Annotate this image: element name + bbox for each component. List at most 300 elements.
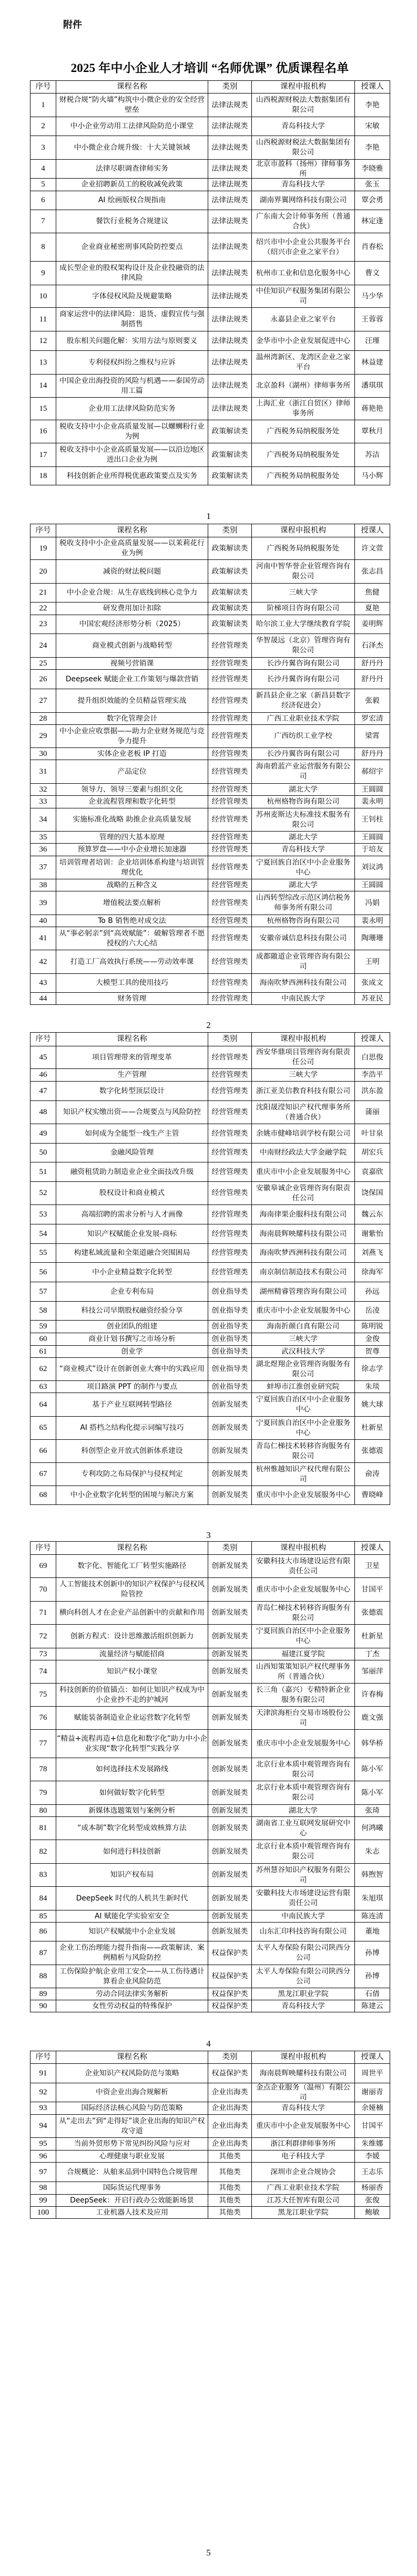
cell-category: 政策解读类 [208,615,252,634]
cell-number: 38 [30,879,56,891]
table-row [30,351,390,375]
table-row [30,1941,390,1965]
cell-number: 59 [30,1321,56,1333]
cell-category: 经营管理类 [208,1162,252,1182]
cell-course-name: 企业工伤治理能力提升指南——政策解读、案例精析与风险防控 [56,1941,208,1965]
table-row [30,1182,390,1205]
cell-institution: 中南财经政法大学金融学院 [252,1144,355,1162]
cell-number: 100 [30,2207,56,2219]
cell-number: 45 [30,1046,56,1069]
column-header-category: 类别 [208,81,252,94]
cell-course-name: 企业专利布局 [56,1282,208,1302]
cell-number: 80 [30,1805,56,1817]
cell-course-name: 提升组织效能的全员精益管理实战 [56,689,208,713]
cell-category: 政策解读类 [208,560,252,584]
cell-course-name: 流量经济与赋能招商 [56,1648,208,1660]
table-row [30,950,390,974]
cell-course-name: 国际货运代理事务 [56,2182,208,2195]
cell-category: 创新发展类 [208,1417,252,1440]
cell-institution: 安徽科技大市场建设运营有限责任公司 [252,1887,355,1910]
cell-course-name: 法律尽职调查律师实务 [56,160,208,179]
cell-institution: 广西工业职业技术学院 [252,2182,355,2195]
cell-category: 法律法规类 [208,331,252,351]
table-row [30,670,390,689]
cell-number: 3 [30,136,56,160]
cell-category: 经营管理类 [208,1069,252,1082]
cell-institution: 海南律果企服科技有限公司 [252,1205,355,1224]
column-header-category: 类别 [208,2051,252,2064]
cell-number: 72 [30,1625,56,1648]
cell-institution: 三峡大学 [252,1069,355,1082]
column-header-category: 类别 [208,1033,252,1046]
cell-category: 经营管理类 [208,974,252,993]
cell-number: 25 [30,658,56,670]
cell-category: 权益保护类 [208,1941,252,1965]
table-row [30,1648,390,1660]
cell-institution: 电子科技大学 [252,2151,355,2163]
cell-institution: 黑龙江职业学院 [252,2207,355,2219]
cell-category: 创新发展类 [208,1602,252,1625]
cell-number: 26 [30,670,56,689]
cell-instructor: 李浩平 [355,1069,390,1082]
cell-course-name: 税收支持中小企业高质量发展——以茉莉花行业为例 [56,537,208,560]
cell-number: 35 [30,832,56,844]
cell-number: 84 [30,1887,56,1910]
cell-number: 5 [30,179,56,191]
cell-institution: 青岛科技大学 [252,2102,355,2115]
cell-institution: 海南吹梦西洲科技有限公司 [252,1244,355,1263]
cell-instructor: 姜明辉 [355,615,390,634]
table-row [30,1923,390,1941]
table-row [30,1346,390,1358]
table-row [30,398,390,420]
cell-category: 法律法规类 [208,375,252,398]
cell-instructor: 张成文 [355,974,390,993]
cell-institution: 北京行业本质中观管理咨询有限公司 [252,1758,355,1781]
cell-instructor: 叶甘泉 [355,1124,390,1144]
cell-course-name: 知识产权小课堂 [56,1660,208,1684]
cell-institution: 湖北大学 [252,784,355,796]
table-row [30,1069,390,1082]
table-row [30,1758,390,1781]
cell-course-name: “成本制”数字化转型成效核算方法 [56,1817,208,1840]
cell-instructor: 曹晓峰 [355,1486,390,1505]
cell-number: 52 [30,1182,56,1205]
cell-instructor: 覃会勇 [355,191,390,210]
table-row [30,808,390,832]
table-row [30,1817,390,1840]
cell-institution: 湖北煜翔企业管理咨询服务有限公司 [252,1358,355,1381]
table-row [30,1578,390,1602]
course-table [30,1541,390,2012]
cell-instructor: 丁杰 [355,1648,390,1660]
table-row [30,658,390,670]
cell-category: 创业指导类 [208,1282,252,1302]
cell-instructor: 王圆圆 [355,784,390,796]
cell-category: 企业出海类 [208,2102,252,2115]
cell-institution: 湖南省工业互联网发展研究中心 [252,1817,355,1840]
cell-instructor: 舒丹丹 [355,670,390,689]
cell-instructor: 张俊 [355,2195,390,2207]
cell-instructor: 石泽杰 [355,634,390,658]
cell-institution: 安徽科技大市场建设运营有限责任公司 [252,1555,355,1578]
cell-course-name: 构建私域流量和全渠道融合突围困局 [56,1244,208,1263]
table-row [30,1440,390,1463]
cell-institution: 山西税源财税法大数据集团有限公司 [252,136,355,160]
cell-course-name: 从“走出去”到“走得好”谈企业出海的知识产权攻守道 [56,2115,208,2138]
cell-number: 7 [30,210,56,233]
table-row [30,725,390,748]
course-table [30,1032,390,1505]
table-row [30,117,390,136]
cell-institution: 黑龙江职业学院 [252,1988,355,2000]
cell-institution: 广西税务局纳税服务处 [252,467,355,485]
table-row [30,1781,390,1805]
table-row [30,2000,390,2012]
table-row [30,1263,390,1282]
cell-instructor: 孙博 [355,1941,390,1965]
cell-number: 65 [30,1417,56,1440]
cell-instructor: 陶珊珊 [355,927,390,950]
cell-course-name: 横向科创人才在企业产品创新中的贡献和作用 [56,1602,208,1625]
table-row [30,1393,390,1417]
cell-instructor: 冯娟 [355,891,390,915]
cell-institution: 北京行业本质中观管理咨询有限公司 [252,1840,355,1864]
cell-institution: 湖北大学 [252,1805,355,1817]
cell-institution: 湖北大学 [252,832,355,844]
column-header-instructor: 授课人 [355,2051,390,2064]
table-row [30,1244,390,1263]
cell-instructor: 蒋艳艳 [355,398,390,420]
cell-number: 55 [30,1244,56,1263]
cell-course-name: 减资的财法税问题 [56,560,208,584]
cell-institution: 青岛科技大学 [252,2000,355,2012]
table-row [30,832,390,844]
cell-number: 46 [30,1069,56,1082]
cell-instructor: 郝绍宇 [355,760,390,784]
cell-number: 82 [30,1840,56,1864]
cell-number: 57 [30,1282,56,1302]
column-header-course-name: 课程名称 [56,1542,208,1555]
table-row [30,1684,390,1707]
cell-instructor: 舒丹丹 [355,658,390,670]
cell-course-name: 如何选择技术发展路线 [56,1758,208,1781]
cell-number: 73 [30,1648,56,1660]
cell-instructor: 王圆圆 [355,832,390,844]
cell-instructor: 汪瑾 [355,331,390,351]
cell-course-name: 劳动合同法律实务解析 [56,1988,208,2000]
cell-course-name: 中小企业精益数字化转型 [56,1263,208,1282]
cell-instructor: 董地 [355,1923,390,1941]
table-row [30,1660,390,1684]
table-row [30,1358,390,1381]
cell-institution: 中佳知识产权服务集团有限公司 [252,285,355,308]
cell-number: 17 [30,443,56,467]
cell-instructor: 岳凌 [355,1302,390,1321]
cell-institution: 广西税务局纳税服务处 [252,420,355,443]
cell-institution: 宁夏回族自治区中小企业服务中心 [252,1625,355,1648]
column-header-category: 类别 [208,1542,252,1555]
column-header-course-name: 课程名称 [56,81,208,94]
cell-category: 经营管理类 [208,670,252,689]
cell-instructor: 王圆圆 [355,879,390,891]
course-table [30,524,390,1005]
cell-category: 经营管理类 [208,658,252,670]
cell-course-name: 企业招聘新员工的税收减免政策 [56,179,208,191]
column-header-number: 序号 [30,1542,56,1555]
cell-institution: 山西转型综改示范区鸿信税务师事务所有限公司 [252,891,355,915]
cell-instructor: 陈小军 [355,1758,390,1781]
table-row [30,974,390,993]
cell-course-name: 增值税法要点解析 [56,891,208,915]
cell-course-name: 人工智能技术创新中的知识产权保护与侵权风险管控 [56,1578,208,1602]
cell-instructor: 朱维娜 [355,2138,390,2151]
cell-course-name: 视频号营销课 [56,658,208,670]
cell-category: 法律法规类 [208,136,252,160]
cell-number: 88 [30,1965,56,1988]
cell-number: 19 [30,537,56,560]
cell-number: 93 [30,2102,56,2115]
cell-course-name: 知识产权赋能中小企业发展 [56,1923,208,1941]
cell-number: 95 [30,2138,56,2151]
cell-institution: 南京制信制造技术有限公司 [252,1263,355,1282]
cell-category: 法律法规类 [208,233,252,262]
table-row [30,615,390,634]
cell-course-name: 中国宏观经济形势分析（2025） [56,615,208,634]
cell-institution: 太平人寿保险有限公司陕西分公司 [252,1965,355,1988]
cell-course-name: 科技创新的价值锚点：如何让知识产权成为中小企业抄不走的护城河 [56,1684,208,1707]
cell-number: 29 [30,725,56,748]
cell-category: 经营管理类 [208,713,252,725]
cell-course-name: 中国企业出海投资的风险与机遇——泰国劳动用工篇 [56,375,208,398]
cell-number: 20 [30,560,56,584]
page-number: 3 [206,1530,211,1540]
table-row [30,689,390,713]
cell-instructor: 杜新星 [355,1625,390,1648]
cell-number: 24 [30,634,56,658]
cell-instructor: 贺尊 [355,1346,390,1358]
cell-instructor: 许春梅 [355,1684,390,1707]
table-row [30,1730,390,1758]
cell-course-name: 新媒体选题策划与案例分析 [56,1805,208,1817]
table-header-row [30,2051,390,2064]
cell-instructor: 金俊 [355,1333,390,1346]
cell-institution: 长沙丹翼咨询有限公司 [252,670,355,689]
table-row [30,1602,390,1625]
cell-course-name: 从“事必躬亲”到“高效赋能”：破解管理者不愿授权的六大心结 [56,927,208,950]
cell-course-name: DeepSeek 时代的人机共生新时代 [56,1887,208,1910]
cell-number: 41 [30,927,56,950]
cell-instructor: 韩华桥 [355,1730,390,1758]
cell-category: 经营管理类 [208,1101,252,1124]
cell-number: 79 [30,1781,56,1805]
cell-course-name: 管理的四大基本原理 [56,832,208,844]
cell-course-name: AI 搭档之结构化提示词编写技巧 [56,1417,208,1440]
course-table [30,80,390,485]
cell-category: 法律法规类 [208,160,252,179]
cell-institution: 安徽皋诚企业管理咨询有限责任公司 [252,1182,355,1205]
cell-institution: 青岛科技大学 [252,179,355,191]
cell-institution: 山西税源财税法大数据集团有限公司 [252,94,355,117]
table-row [30,1805,390,1817]
cell-institution: 浙江亚美信教育科技有限公司 [252,1082,355,1101]
cell-course-name: 科技公司早期股权融资经验分享 [56,1302,208,1321]
cell-number: 87 [30,1941,56,1965]
table-row [30,1555,390,1578]
column-header-course-name: 课程名称 [56,2051,208,2064]
cell-course-name: “商业模式”设计在创新创业大赛中的实践应用 [56,1358,208,1381]
table-row [30,1887,390,1910]
cell-instructor: 白思俊 [355,1046,390,1069]
cell-number: 75 [30,1684,56,1707]
cell-course-name: 融资租赁助力制造业企业全面技改升级 [56,1162,208,1182]
cell-instructor: 何鸿曦 [355,1817,390,1840]
table-row [30,879,390,891]
table-row [30,760,390,784]
column-header-institution: 课程申报机构 [252,1033,355,1046]
cell-institution: 青岛科技大学 [252,117,355,136]
table-row [30,2182,390,2195]
table-row [30,634,390,658]
cell-instructor: 甘国平 [355,2115,390,2138]
cell-category: 法律法规类 [208,191,252,210]
cell-number: 78 [30,1758,56,1781]
cell-category: 权益保护类 [208,2064,252,2083]
cell-category: 法律法规类 [208,308,252,331]
cell-instructor: 俞涛 [355,1463,390,1486]
cell-institution: 温州湾新区、龙湾区企业之家平台 [252,351,355,375]
cell-category: 经营管理类 [208,1046,252,1069]
cell-number: 76 [30,1707,56,1730]
cell-category: 政策解读类 [208,584,252,603]
cell-category: 经营管理类 [208,784,252,796]
cell-instructor: 朱琰 [355,1381,390,1393]
cell-course-name: 中小企业数字化转型的困境与解决方案 [56,1486,208,1505]
cell-course-name: 税收支持中小企业高质量发展——以沿边地区进出口企业为例 [56,443,208,467]
cell-number: 86 [30,1923,56,1941]
cell-category: 经营管理类 [208,748,252,760]
cell-number: 61 [30,1346,56,1358]
cell-instructor: 石倩 [355,1988,390,2000]
table-row [30,603,390,615]
table-row [30,1463,390,1486]
cell-category: 经营管理类 [208,796,252,808]
cell-number: 23 [30,615,56,634]
page-number: 2 [206,1020,211,1030]
cell-course-name: 成长型企业的股权架构设计及企业投融资的法律风险 [56,262,208,285]
cell-instructor: 李艳 [355,136,390,160]
cell-institution: 新昌县企业之家（新昌县数字经济促进会） [252,689,355,713]
cell-course-name: 商家运营中的法律风险：退货、虚假宣传与强制搭售 [56,308,208,331]
cell-number: 8 [30,233,56,262]
cell-number: 13 [30,351,56,375]
cell-institution: 余姚市健峰培训学校有限公司 [252,1124,355,1144]
cell-course-name: 科创型企业开放式创新体系建设 [56,1440,208,1463]
cell-instructor: 林益建 [355,351,390,375]
cell-category: 创新发展类 [208,1817,252,1840]
cell-number: 66 [30,1440,56,1463]
cell-number: 99 [30,2195,56,2207]
cell-category: 经营管理类 [208,1224,252,1244]
cell-course-name: 预算罗盘——中小企业增长加速器 [56,844,208,856]
cell-number: 98 [30,2182,56,2195]
cell-institution: 海南晨辉映耀科技有限公司 [252,2064,355,2083]
table-header-row [30,524,390,537]
cell-instructor: 杨丽香 [355,2182,390,2195]
cell-institution: 杭州市工业和信息化服务中心 [252,262,355,285]
table-row [30,331,390,351]
table-header-row [30,1542,390,1555]
cell-course-name: 数字化、智能化工厂转型实施路径 [56,1555,208,1578]
cell-category: 创新发展类 [208,1730,252,1758]
cell-number: 27 [30,689,56,713]
cell-category: 创业指导类 [208,1358,252,1381]
cell-category: 经营管理类 [208,1144,252,1162]
cell-course-name: To B 销售绝对成交法 [56,915,208,927]
cell-institution: 金点企业服务（温州）有限公司 [252,2083,355,2102]
cell-category: 创新发展类 [208,1648,252,1660]
cell-category: 创新发展类 [208,1578,252,1602]
cell-course-name: 专利攻防之布局保护与侵权判定 [56,1463,208,1486]
cell-number: 42 [30,950,56,974]
cell-number: 28 [30,713,56,725]
cell-number: 31 [30,760,56,784]
cell-instructor: 王志乐 [355,2163,390,2182]
cell-category: 企业出海类 [208,2115,252,2138]
cell-category: 创新发展类 [208,1923,252,1941]
cell-instructor: 洪东盈 [355,1082,390,1101]
cell-course-name: 中小微企业合规升级：十大关键领域 [56,136,208,160]
cell-category: 创新发展类 [208,1781,252,1805]
cell-number: 48 [30,1101,56,1124]
cell-institution: 海南晨辉映耀科技有限公司 [252,1224,355,1244]
cell-course-name: 心理健康与职业发展 [56,2151,208,2163]
cell-instructor: 姚大球 [355,1393,390,1417]
table-row [30,2163,390,2182]
column-header-category: 类别 [208,524,252,537]
cell-institution: 山东汇印科技咨询有限公司 [252,1923,355,1941]
cell-institution: 沈阳晟滢知识产权代理事务所（普通合伙） [252,1101,355,1124]
cell-institution: 长沙丹翼咨询有限公司 [252,748,355,760]
table-row [30,308,390,331]
cell-course-name: 专利侵权纠纷之维权与应诉 [56,351,208,375]
cell-number: 50 [30,1144,56,1162]
table-header-row [30,1033,390,1046]
table-row [30,1381,390,1393]
cell-number: 74 [30,1660,56,1684]
cell-institution: 安徽帝诚信息科技有限公司 [252,927,355,950]
cell-category: 其他类 [208,2151,252,2163]
page-number: 1 [206,511,211,521]
column-header-number: 序号 [30,1033,56,1046]
table-row [30,1910,390,1923]
cell-number: 97 [30,2163,56,2182]
cell-number: 33 [30,796,56,808]
cell-institution: 广西纺织工业学校 [252,725,355,748]
table-row [30,584,390,603]
cell-number: 40 [30,915,56,927]
column-header-course-name: 课程名称 [56,524,208,537]
column-header-course-name: 课程名称 [56,1033,208,1046]
column-header-number: 序号 [30,81,56,94]
cell-course-name: 大模型工具的使用技巧 [56,974,208,993]
cell-instructor: 李晓雅 [355,160,390,179]
cell-instructor: 谢紫怡 [355,1224,390,1244]
table-row [30,784,390,796]
cell-number: 36 [30,844,56,856]
cell-number: 89 [30,1988,56,2000]
table-row [30,1205,390,1224]
